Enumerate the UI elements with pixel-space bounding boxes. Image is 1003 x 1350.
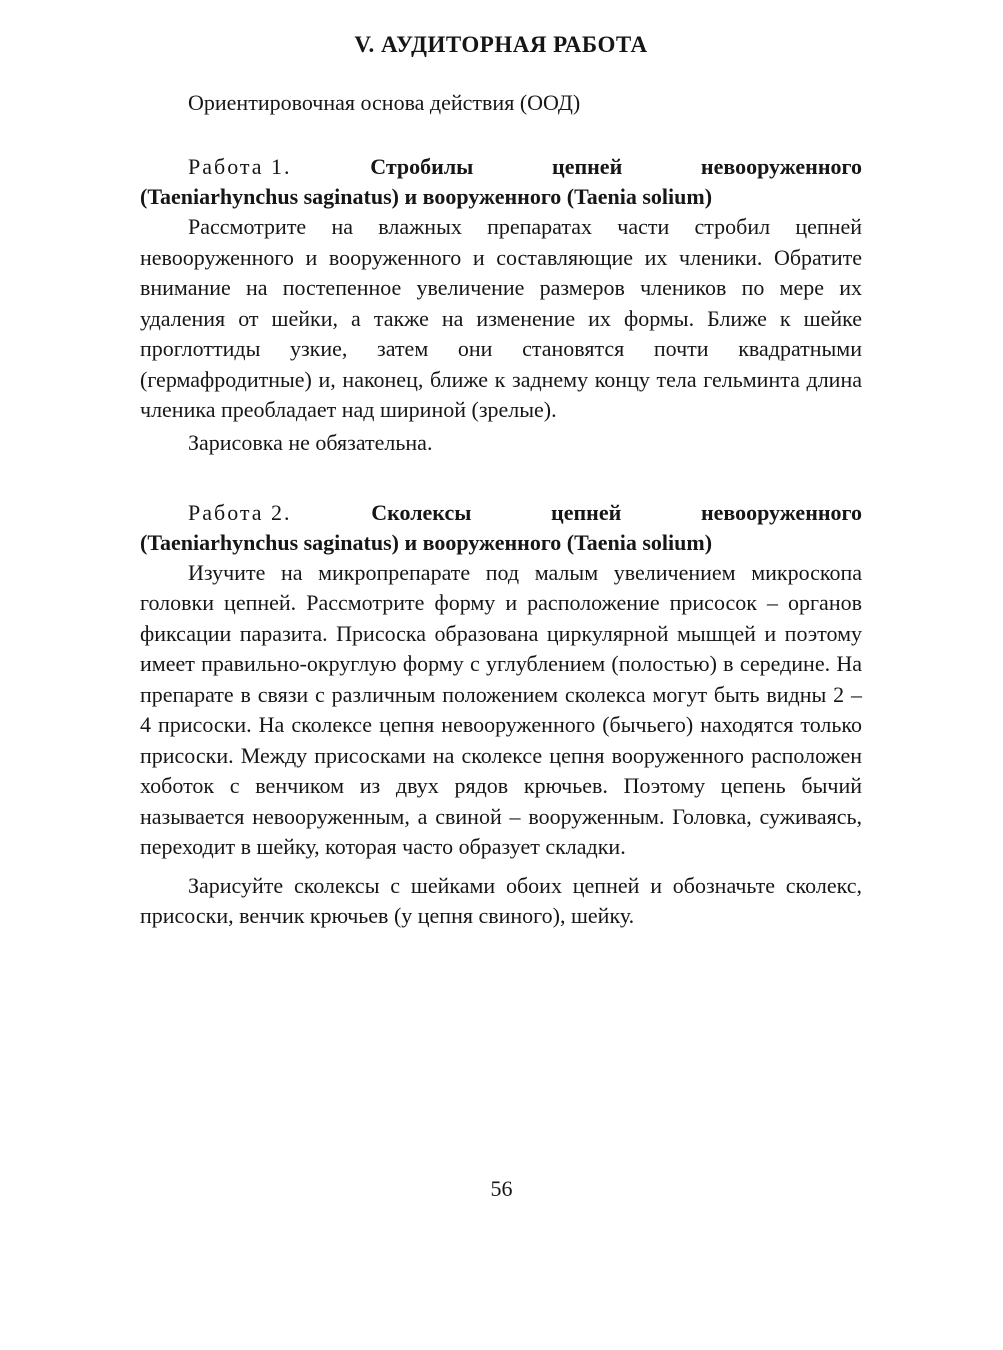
page-number: 56 [490, 1176, 513, 1201]
work2-heading-line1 [188, 498, 862, 528]
work1-title-word3: невооруженного [700, 154, 862, 179]
work1-heading-line2 [140, 182, 862, 212]
document-page [140, 28, 862, 932]
work1-heading-line1 [188, 152, 862, 182]
work1-body: Рассмотрите на влажных препаратах части стробил цепней невооруженного и вооруженного и составляющие их членики. Обратите внимание на постепенное увеличение размеров члеников по мере их удаления от шейки, а также на изменение их формы. Ближе к шейке проглоттиды узкие, затем они становятся почти квадратными (гермафродитные) и, наконец, ближе к заднему концу тела гельминта длина членика преобладает над шириной (зрелые). [140, 214, 862, 422]
work1-title-word1: Стробилы [370, 154, 474, 179]
work1-title-line2: (Taeniarhynchus saginatus) и вооруженного (Taenia solium) [140, 184, 713, 209]
work1-title-word2: цепней [552, 154, 623, 179]
work2-title-line2: (Taeniarhynchus saginatus) и вооруженного (Taenia solium) [140, 529, 713, 555]
work2-title-word2: цепней [551, 499, 622, 525]
work1-label: Работа 1. [188, 154, 292, 179]
work2-body: Изучите на микропрепарате под малым увеличением микроскопа головки цепней. Рассмотрите форму и расположение присосок – органов фиксации паразита. Присоска образована циркулярной мышцей и поэтому имеет правильно-округлую форму с углублением (полостью) в середине. На препарате в связи с различным положением сколекса могут быть видны 2 – 4 присоски. На сколексе цепня невооруженного (бычьего) находятся только присоски. Между присосками на сколексе цепня вооруженного расположен хоботок с венчиком из двух рядов крючьев. Поэтому цепень бычий называется невооруженным, а свиной – вооруженным. Головка, суживаясь, переходит в шейку, которая часто образует складки. [140, 559, 862, 859]
work2-task: Зарисуйте сколексы с шейками обоих цепней и обозначьте сколекс, присоски, венчик крючьев (у цепня свиного), шейку. [140, 872, 862, 928]
section-title: V. АУДИТОРНАЯ РАБОТА [354, 32, 648, 57]
work1-note: Зарисовка не обязательна. [188, 429, 433, 455]
work2-title-word3: невооруженного [700, 499, 862, 525]
work2-heading [140, 498, 862, 558]
work1-heading [140, 152, 862, 212]
work2-heading-line2 [140, 528, 862, 558]
work2-label: Работа 2. [188, 499, 292, 525]
work2-title-word1: Сколексы [371, 499, 472, 525]
ood-heading: Ориентировочная основа действия (ООД) [188, 90, 581, 115]
